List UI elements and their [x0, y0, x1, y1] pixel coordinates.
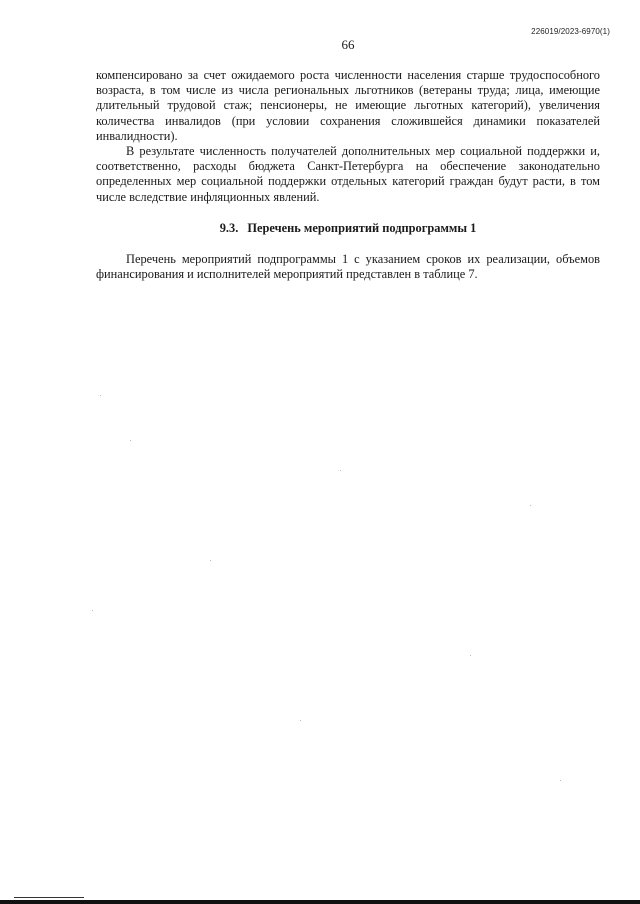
- paragraph-continuation: компенсировано за счет ожидаемого роста численности населения старше трудоспособного возраста, в том числе из числа региональных льготников (ветераны труда; лица, имеющие длительный трудовой стаж; пенсионеры, не имеющие льготных категорий), увеличения количества инвалидов (при условии сохранения сложившейся динамики показателей инвалидности).: [96, 68, 600, 143]
- scan-bottom-edge: [0, 900, 640, 904]
- scan-speck: [130, 440, 131, 441]
- scan-speck: [92, 610, 93, 611]
- page-number: 66: [341, 37, 355, 52]
- section-heading: [96, 221, 600, 236]
- scan-speck: [560, 780, 561, 781]
- paragraph-result: В результате численность получателей дополнительных мер социальной поддержки и, соответственно, расходы бюджета Санкт-Петербурга на обеспечение законодательно определенных мер социальной поддержки отдельных категорий граждан будут расти, в том числе вследствие инфляционных явлений.: [96, 144, 600, 204]
- document-id: 226019/2023-6970(1): [531, 27, 610, 36]
- paragraph-measures-list: Перечень мероприятий подпрограммы 1 с указанием сроков их реализации, объемов финансирования и исполнителей мероприятий представлен в таблице 7.: [96, 252, 600, 282]
- section-title: Перечень мероприятий подпрограммы 1: [247, 220, 477, 235]
- scan-speck: [470, 655, 471, 656]
- scan-speck: [210, 560, 211, 561]
- scan-speck: [300, 720, 301, 721]
- scan-speck: [530, 505, 531, 506]
- scan-streak: [14, 897, 84, 898]
- section-number: 9.3.: [219, 220, 239, 235]
- scan-speck: [100, 395, 101, 396]
- scan-speck: [340, 470, 341, 471]
- document-body: [96, 68, 600, 282]
